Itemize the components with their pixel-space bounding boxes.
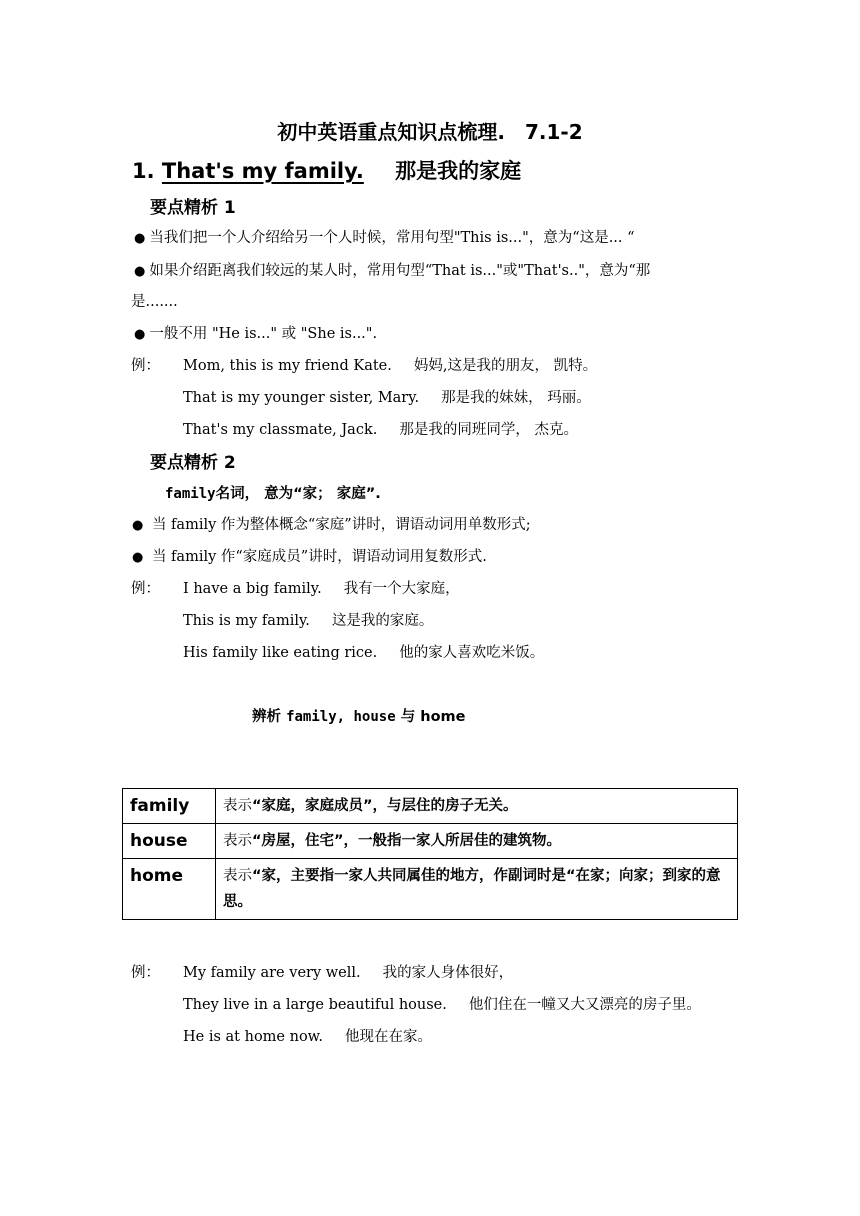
example-en: My family are very well.	[183, 965, 361, 981]
example-cn: 他现在在家。	[344, 1029, 432, 1045]
table-cell-desc	[216, 824, 738, 859]
example-label: 例：	[131, 581, 160, 597]
point1-bullet-2-wrap: 是.......	[131, 294, 178, 310]
example-line	[183, 386, 591, 407]
point1-bullet-2	[134, 259, 650, 280]
example-en: His family like eating rice.	[183, 645, 378, 661]
example-en: That is my younger sister, Mary.	[183, 390, 420, 406]
bullet-icon: ●	[134, 264, 146, 279]
point2-bullet-1	[132, 513, 531, 534]
point1-bullet-1	[134, 226, 635, 247]
example-line	[183, 609, 433, 630]
section-number: 1.	[132, 159, 155, 183]
page-title: 初中英语重点知识点梳理. 7.1-2	[277, 120, 583, 144]
bullet-text: 如果介绍距离我们较远的某人时，常用句型“That is..."或"That's.."，意为“那	[149, 263, 651, 279]
desc-text: “房屋，住宅”，一般指一家人所居佳的建筑物。	[252, 833, 562, 849]
table-cell-word: home	[123, 859, 216, 920]
desc-prefix: 表示	[223, 833, 252, 849]
example-cn: 那是我的妹妹， 玛丽。	[441, 390, 591, 406]
example-line	[183, 577, 460, 598]
table-cell-word: family	[123, 789, 216, 824]
table-cell-desc	[216, 859, 738, 920]
comparison-table	[122, 788, 738, 920]
table-cell-desc	[216, 789, 738, 824]
keyword: family	[165, 486, 216, 502]
table-cell-word: house	[123, 824, 216, 859]
bullet-text: 当 family 作“家庭成员”讲时，谓语动词用复数形式.	[151, 549, 487, 565]
point1-bullet-3	[134, 322, 377, 343]
example-cn: 我的家人身体很好，	[382, 965, 514, 981]
example-en: They live in a large beautiful house.	[183, 997, 447, 1013]
keyword-meaning: 名词， 意为“家； 家庭”.	[215, 486, 381, 502]
table-row	[123, 789, 738, 824]
example-line	[183, 961, 513, 982]
example-line	[183, 641, 544, 662]
section-title-cn: 那是我的家庭	[395, 159, 522, 183]
example-en: He is at home now.	[183, 1029, 323, 1045]
bullet-text: 当我们把一个人介绍给另一个人时候，常用句型"This is..."，意为“这是... “	[149, 230, 635, 246]
example-line	[183, 993, 701, 1014]
point1-heading: 要点精析 1	[150, 198, 236, 218]
example-label: 例：	[131, 965, 160, 981]
point2-heading: 要点精析 2	[150, 453, 236, 473]
example-cn: 妈妈,这是我的朋友， 凯特。	[413, 358, 598, 374]
point2-subheading	[165, 482, 381, 503]
desc-text: “家，主要指一家人共同属佳的地方，作副词时是“在家；向家；到家的意思。	[223, 868, 721, 910]
table-row	[123, 824, 738, 859]
section-title-en: That's my family.	[161, 159, 364, 183]
comparison-heading-suffix: 与 home	[400, 709, 466, 725]
example-label: 例：	[131, 358, 160, 374]
example-en: That's my classmate, Jack.	[183, 422, 378, 438]
example-cn: 他的家人喜欢吃米饭。	[399, 645, 545, 661]
bullet-icon: ●	[132, 550, 144, 565]
bullet-text: 一般不用 "He is..." 或 "She is...".	[149, 326, 378, 342]
bullet-icon: ●	[134, 327, 146, 342]
comparison-heading	[252, 705, 465, 726]
example-cn: 他们住在一幢又大又漂亮的房子里。	[468, 997, 701, 1013]
section-heading	[132, 155, 521, 185]
desc-text: “家庭，家庭成员”，与层住的房子无关。	[252, 798, 518, 814]
example-en: Mom, this is my friend Kate.	[183, 358, 392, 374]
point2-bullet-2	[132, 545, 487, 566]
example-en: I have a big family.	[183, 581, 322, 597]
bullet-icon: ●	[134, 231, 146, 246]
example-cn: 我有一个大家庭，	[343, 581, 460, 597]
bullet-text: 当 family 作为整体概念“家庭”讲时，谓语动词用单数形式;	[151, 517, 531, 533]
table-row	[123, 859, 738, 920]
desc-prefix: 表示	[223, 798, 252, 814]
example-en: This is my family.	[183, 613, 310, 629]
example-line	[183, 354, 597, 375]
comparison-heading-prefix: 辨析	[252, 709, 281, 725]
bullet-icon: ●	[132, 518, 144, 533]
example-cn: 那是我的同班同学， 杰克。	[399, 422, 578, 438]
desc-prefix: 表示	[223, 868, 252, 884]
example-line	[183, 1025, 432, 1046]
example-cn: 这是我的家庭。	[331, 613, 434, 629]
comparison-heading-words: family, house	[286, 709, 396, 725]
example-line	[183, 418, 578, 439]
